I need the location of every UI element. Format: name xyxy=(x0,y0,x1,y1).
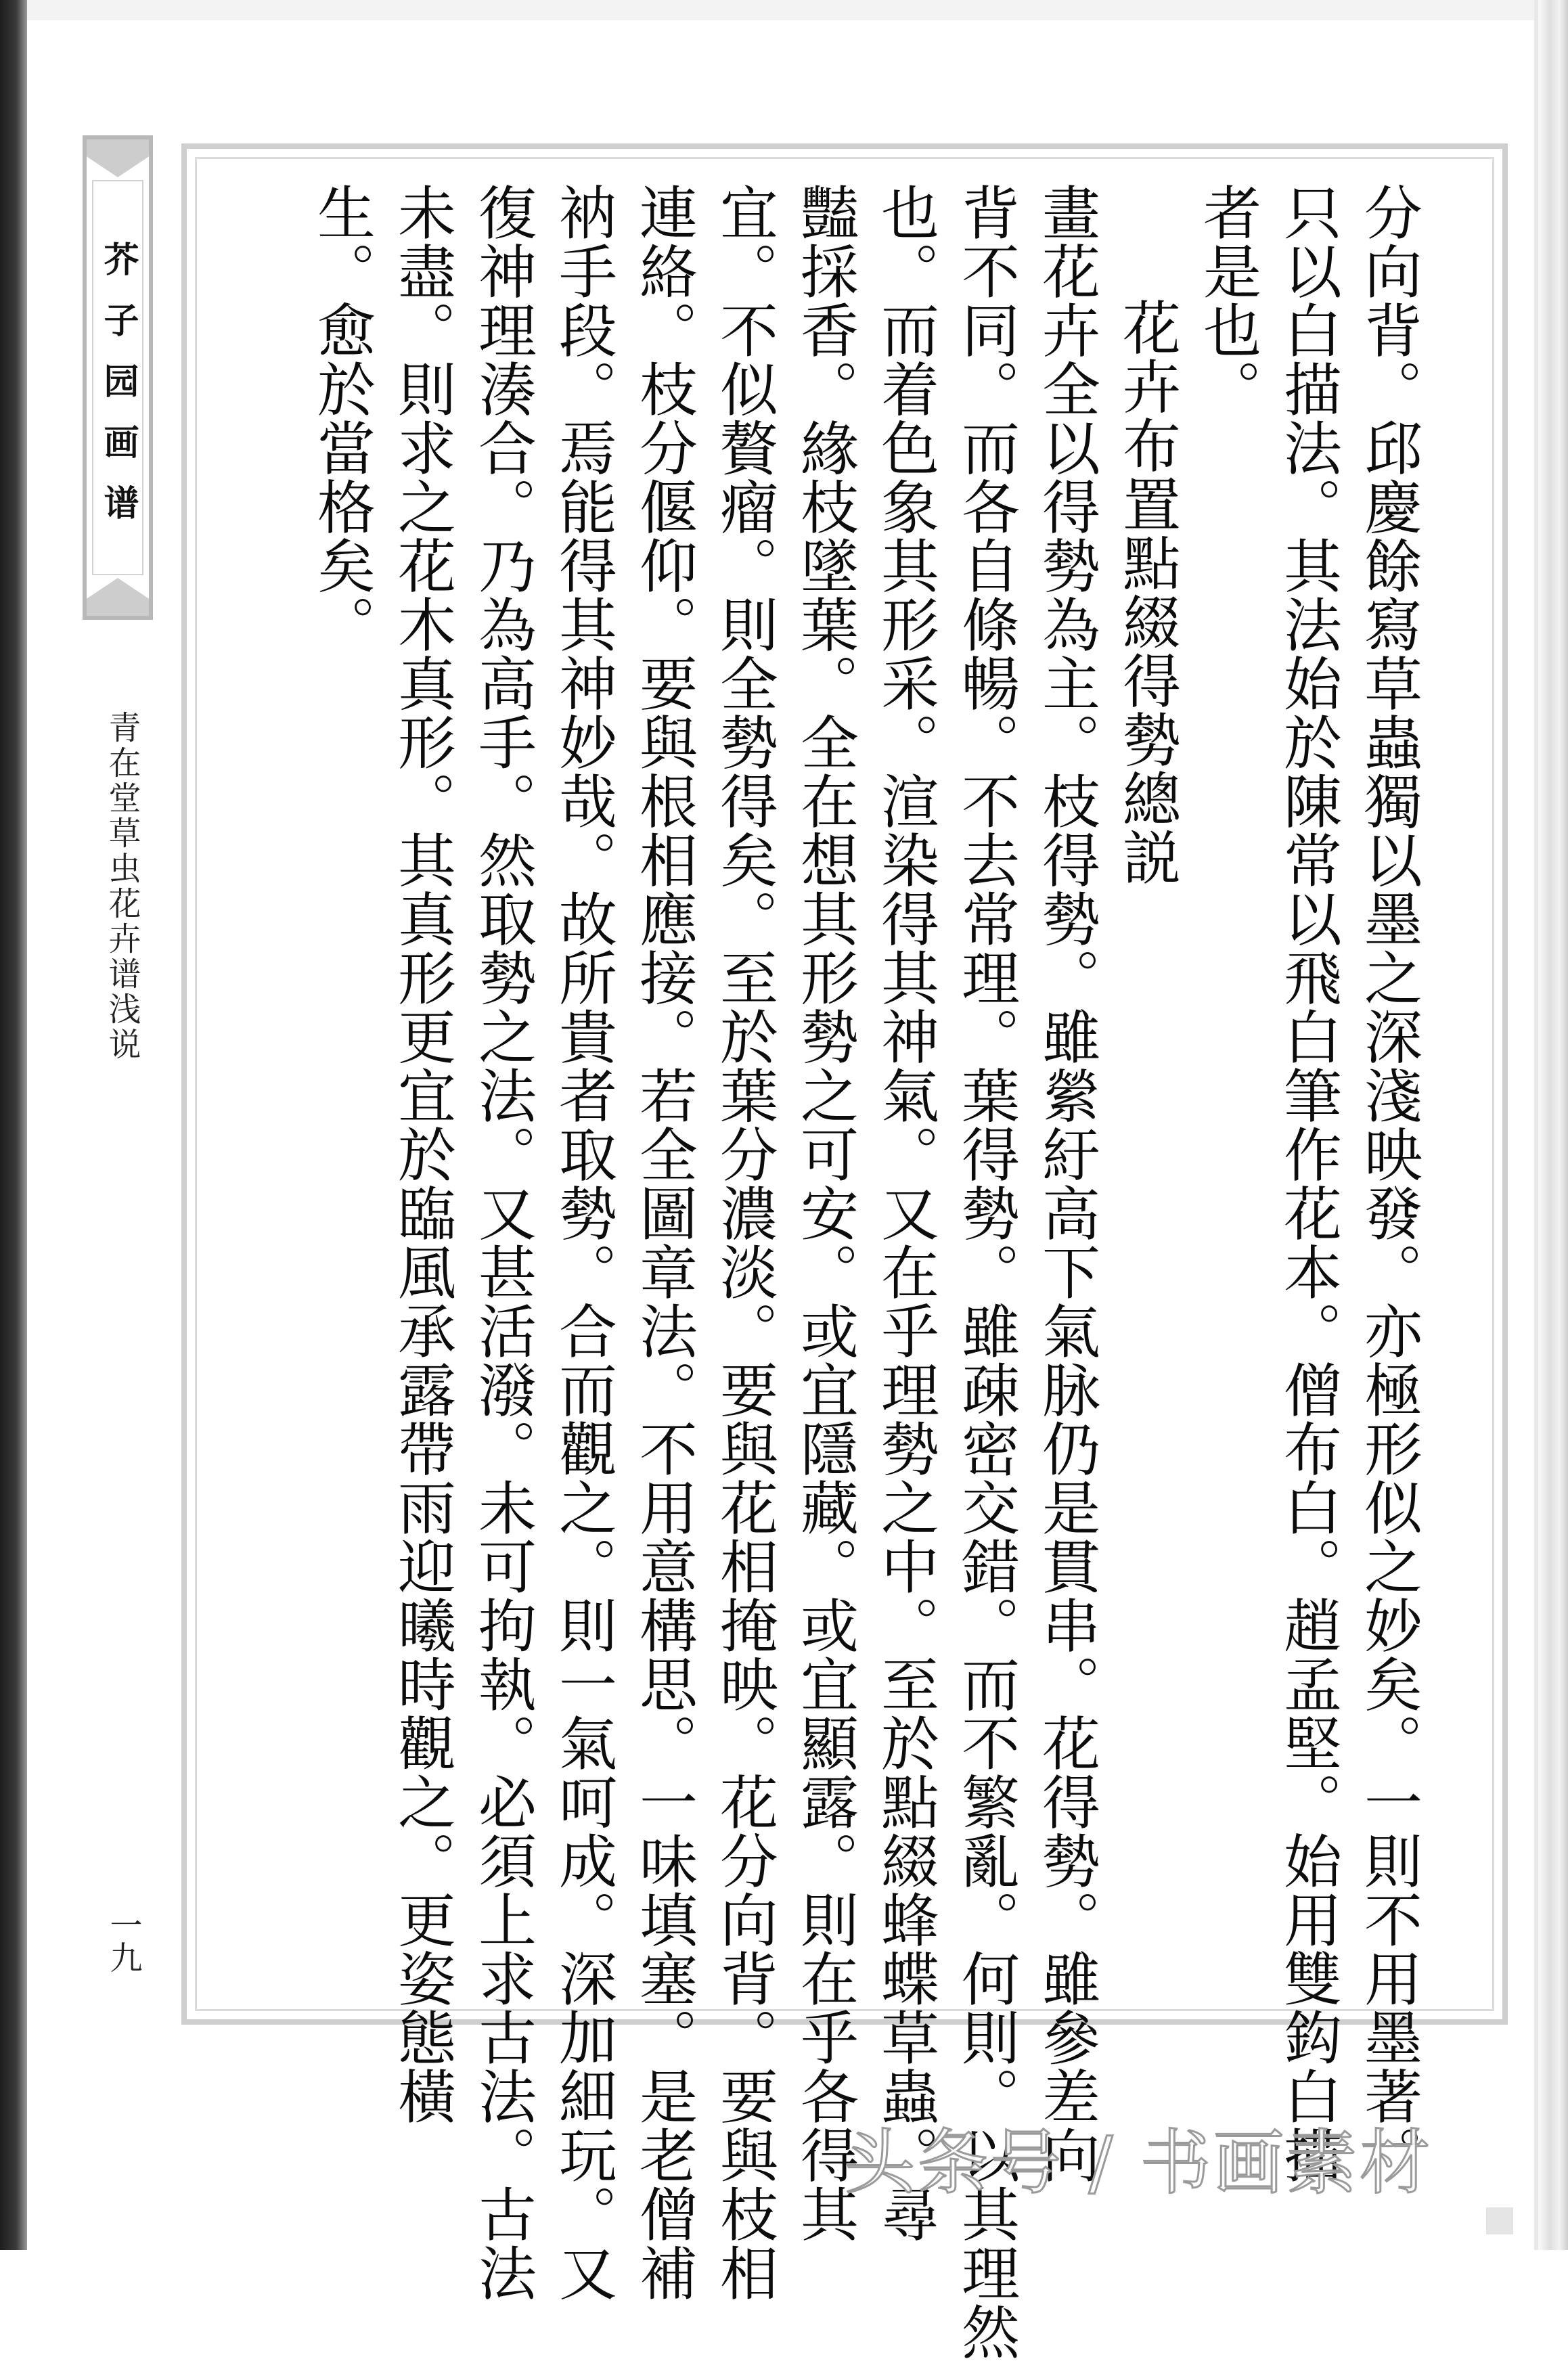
title-cartouche xyxy=(83,135,153,620)
text-column-2: 只以白描法。其法始於陳常以飛白筆作花本。僧布白。趙孟堅。始用雙鈎白描 xyxy=(1274,183,1341,2184)
text-column-7: 也。而着色象其形采。渲染得其神氣。又在乎理勢之中。至於點綴蜂蝶草蟲。尋 xyxy=(871,183,939,2243)
text-column-1: 分向背。邱慶餘寫草蟲獨以墨之深淺映發。亦極形似之妙矣。一則不用墨著。 xyxy=(1354,183,1422,2184)
book-spine-shadow xyxy=(0,0,27,2250)
text-column-8: 豔採香。緣枝墜葉。全在想其形勢之可安。或宜隱藏。或宜顯露。則在乎各得其 xyxy=(790,183,858,2243)
text-column-10: 連絡。枝分偃仰。要與根相應接。若全圖章法。不用意構思。一味填塞。是老僧補 xyxy=(629,183,697,2302)
text-column-5: 畫花卉全以得勢為主。枝得勢。雖縈紆高下氣脉仍是貫串。花得勢。雖參差向 xyxy=(1032,183,1100,2184)
text-column-3: 者是也。 xyxy=(1193,183,1261,418)
section-heading: 花卉布置點綴得勢總説 xyxy=(1113,298,1180,886)
cartouche-top-ornament xyxy=(87,139,149,177)
text-column-13: 未盡。則求之花木真形。其真形更宜於臨風承露帶雨迎曦時觀之。更姿態橫 xyxy=(388,183,455,2126)
running-header: 青在堂草虫花卉谱浅说 xyxy=(103,711,141,1062)
top-page-edge xyxy=(27,0,1534,20)
text-column-11: 衲手段。焉能得其神妙哉。故所貴者取勢。合而觀之。則一氣呵成。深加細玩。又 xyxy=(549,183,617,2302)
text-column-12: 復神理湊合。乃為高手。然取勢之法。又甚活潑。未可拘執。必須上求古法。古法 xyxy=(468,183,536,2302)
page-corner-mark xyxy=(1486,2207,1513,2234)
watermark-text: 头条号 / 书画素材 xyxy=(845,2121,1433,2204)
text-column-9: 宜。不似贅瘤。則全勢得矣。至於葉分濃淡。要與花相掩映。花分向背。要與枝相 xyxy=(710,183,778,2302)
cartouche-bottom-ornament xyxy=(87,578,149,616)
text-column-6: 背不同。而各自條暢。不去常理。葉得勢。雖疎密交錯。而不繁亂。何則。以其理然 xyxy=(951,183,1019,2361)
page-number: 一九 xyxy=(104,1908,142,1973)
right-page-edges xyxy=(1538,0,1568,2250)
text-column-14: 生。愈於當格矣。 xyxy=(307,183,375,654)
book-title: 芥子园画谱 xyxy=(97,241,138,545)
